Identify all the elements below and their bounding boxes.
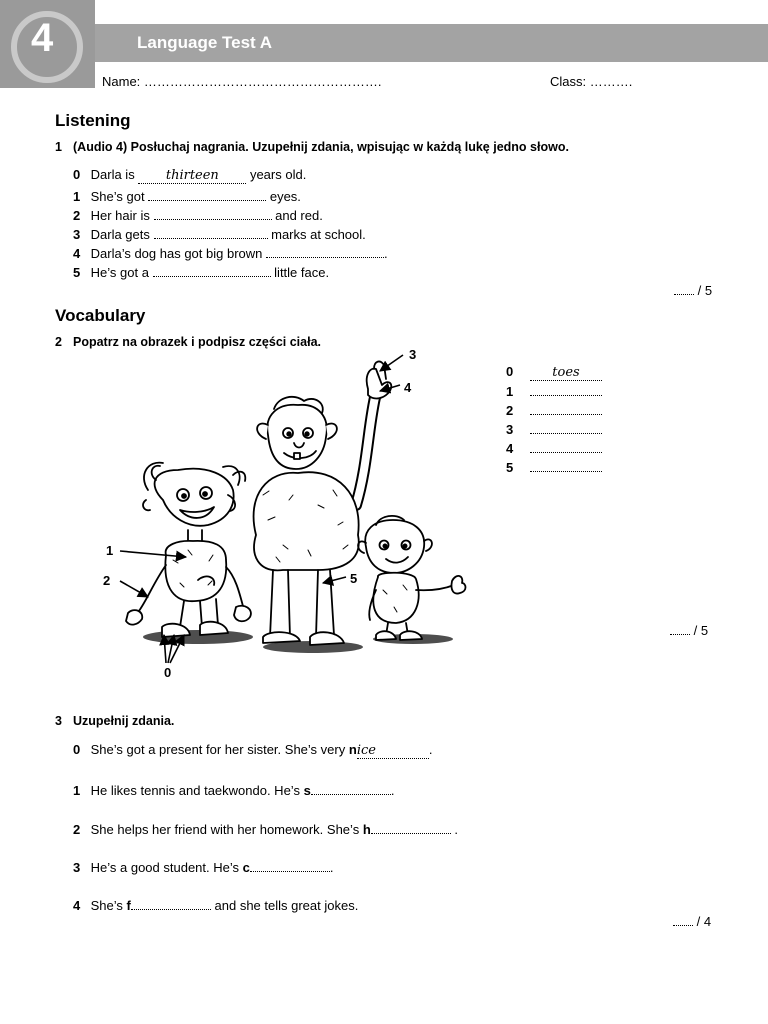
score-max: / 5 [697, 283, 713, 298]
instruction-text: (Audio 4) Posłuchaj nagrania. Uzupełnij zdania, wpisując w każdą lukę jedno słowo. [73, 140, 569, 154]
callout-1: 1 [106, 543, 114, 558]
item-text: Darla gets [90, 227, 150, 242]
answer-blank[interactable] [371, 819, 451, 834]
name-dots: ………………………………………………. [143, 74, 382, 89]
item-text: and she tells great jokes. [214, 898, 359, 913]
listening-score [674, 283, 712, 298]
answer-blank[interactable]: ice [357, 744, 429, 759]
item-text: She helps her friend with her homework. She’s [90, 822, 360, 837]
item-text: . [450, 822, 459, 837]
item-number: 1 [73, 189, 81, 204]
label-item [506, 381, 602, 400]
listening-item [73, 186, 388, 204]
callout-0: 0 [164, 665, 172, 680]
unit-number: 4 [31, 16, 54, 60]
item-number: 2 [73, 822, 81, 837]
first-letter: s [303, 783, 311, 798]
item-number: 2 [73, 208, 81, 223]
first-letter: c [242, 860, 250, 875]
task3-instruction [55, 714, 174, 728]
item-number: 3 [506, 422, 514, 437]
listening-item [73, 243, 388, 261]
vocabulary-heading: Vocabulary [55, 306, 146, 325]
vocabulary-score [670, 623, 708, 638]
item-text: . [390, 783, 395, 798]
item-text: He likes tennis and taekwondo. He’s [90, 783, 300, 798]
item-number: 0 [73, 167, 81, 182]
item-number: 5 [73, 265, 81, 280]
listening-item [73, 205, 388, 223]
task3-item [73, 857, 334, 875]
label-item [506, 362, 602, 381]
answer-blank[interactable] [148, 186, 266, 201]
answer-blank[interactable] [131, 895, 211, 910]
item-number: 0 [73, 742, 81, 757]
class-label: Class: [550, 74, 587, 89]
callout-2: 2 [103, 573, 111, 588]
label-item [506, 400, 602, 419]
item-number: 1 [506, 384, 514, 399]
task-number: 3 [55, 714, 62, 728]
answer-blank[interactable] [266, 243, 384, 258]
listening-item [73, 166, 388, 184]
item-text: He’s got a [90, 265, 149, 280]
item-text: She’s got a present for her sister. She’s very [90, 742, 346, 757]
answer-blank[interactable] [311, 780, 391, 795]
item-number: 4 [73, 898, 81, 913]
answer-blank[interactable] [154, 224, 268, 239]
arrow-2 [120, 581, 148, 597]
listening-item [73, 262, 388, 280]
class-field[interactable] [550, 74, 632, 89]
label-item [506, 438, 602, 457]
first-letter: h [362, 822, 371, 837]
unit-badge [0, 0, 95, 88]
task-number: 2 [55, 335, 62, 349]
item-number: 4 [73, 246, 81, 261]
page-title: Language Test A [137, 33, 273, 52]
listening-item [73, 224, 388, 242]
item-number: 4 [506, 441, 514, 456]
item-text: He’s a good student. He’s [90, 860, 240, 875]
callout-5: 5 [350, 571, 358, 586]
answer-blank[interactable] [530, 438, 602, 453]
item-number: 5 [506, 460, 514, 475]
answer-blank[interactable] [530, 419, 602, 434]
item-text: . [384, 246, 388, 261]
body-parts-answer-list [506, 362, 602, 476]
item-text: She’s [90, 898, 123, 913]
item-text: Darla’s dog has got big brown [90, 246, 263, 261]
callout-4: 4 [404, 380, 412, 395]
instruction-text: Popatrz na obrazek i podpisz części ciała. [73, 335, 321, 349]
item-text: years old. [249, 167, 307, 182]
score-max: / 4 [696, 914, 712, 929]
item-text: eyes. [269, 189, 301, 204]
answer-blank[interactable] [530, 457, 602, 472]
first-letter: n [348, 742, 357, 757]
answer-blank[interactable]: thirteen [138, 169, 246, 184]
item-number: 3 [73, 227, 81, 242]
item-number: 2 [506, 403, 514, 418]
listening-instruction [55, 140, 569, 154]
item-text: . [428, 742, 433, 757]
item-number: 0 [506, 364, 514, 379]
item-text: little face. [274, 265, 330, 280]
label-item [506, 457, 602, 476]
label-item [506, 419, 602, 438]
class-dots: ………. [589, 74, 633, 89]
item-number: 3 [73, 860, 81, 875]
answer-blank[interactable] [530, 400, 602, 415]
task3-item [73, 895, 358, 913]
arrow-5 [323, 577, 346, 583]
item-text: . [329, 860, 334, 875]
task3-item [73, 780, 394, 798]
score-blank[interactable] [670, 624, 690, 635]
answer-blank[interactable] [250, 857, 330, 872]
body-parts-illustration [118, 345, 478, 680]
answer-blank[interactable] [530, 381, 602, 396]
score-blank[interactable] [674, 284, 694, 295]
instruction-text: Uzupełnij zdania. [73, 714, 175, 728]
callout-3: 3 [409, 347, 417, 362]
title-bar [95, 24, 768, 62]
listening-items [73, 166, 388, 280]
score-max: / 5 [693, 623, 709, 638]
listening-heading: Listening [55, 111, 131, 130]
first-letter: f [126, 898, 131, 913]
answer-blank[interactable] [154, 205, 272, 220]
name-field[interactable] [102, 74, 382, 89]
task3-item [73, 741, 432, 759]
name-label: Name: [102, 74, 141, 89]
item-text: Darla is [90, 167, 135, 182]
item-text: marks at school. [271, 227, 366, 242]
task-number: 1 [55, 140, 62, 154]
task3-item [73, 819, 458, 837]
item-number: 1 [73, 783, 81, 798]
item-text: Her hair is [90, 208, 150, 223]
item-text: and red. [275, 208, 323, 223]
score-blank[interactable] [673, 915, 693, 926]
answer-blank[interactable]: toes [530, 366, 602, 381]
answer-blank[interactable] [153, 262, 271, 277]
item-text: She’s got [90, 189, 145, 204]
task3-score [673, 914, 711, 929]
